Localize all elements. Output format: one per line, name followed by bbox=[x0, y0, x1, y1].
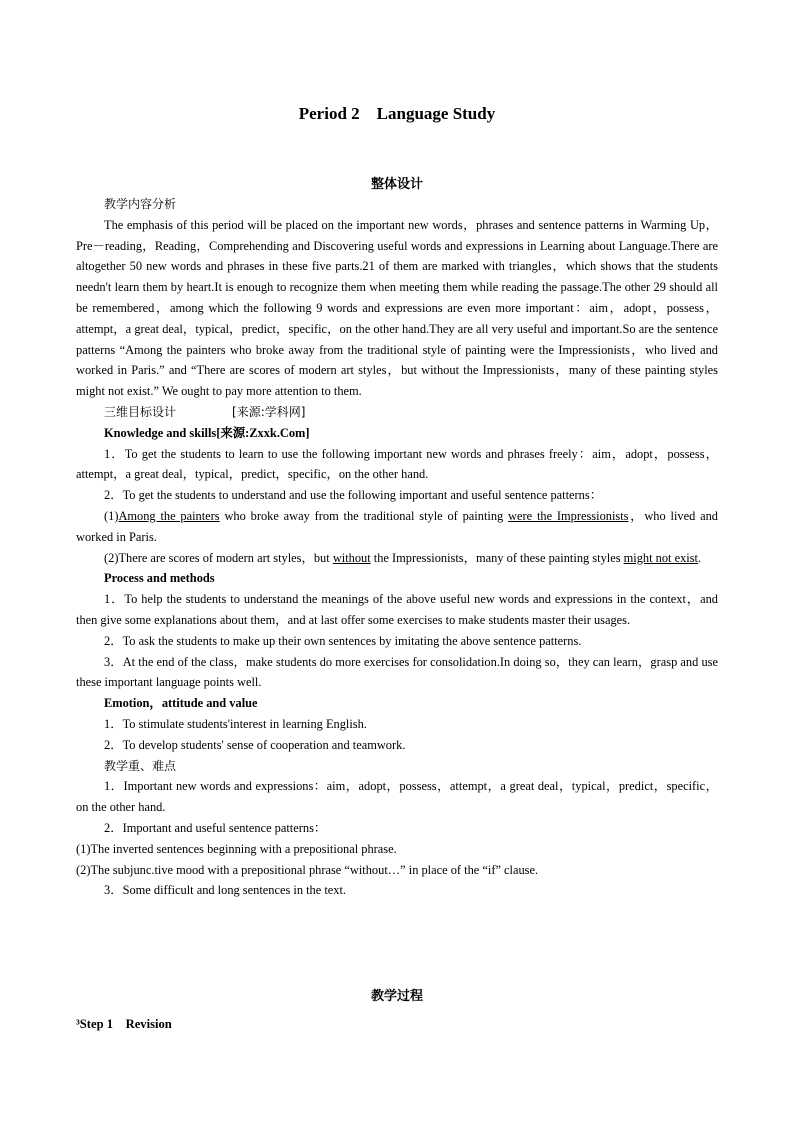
knowledge-item-1: 1．To get the students to learn to use the following important new words and phrases freely：aim，adopt，possess，attempt，a great deal，typical，predict，specific，on the other hand. bbox=[76, 446, 718, 482]
knowledge-heading: Knowledge and skills[来源:Zxxk.Com] bbox=[104, 425, 310, 440]
goals-label: 三维目标设计 bbox=[104, 404, 177, 419]
sentence-pattern-1 bbox=[76, 506, 718, 548]
sentence-pattern-2 bbox=[76, 548, 718, 569]
page-title: Period 2 Language Study bbox=[298, 104, 496, 123]
process-methods-heading: Process and methods bbox=[104, 571, 215, 586]
emotion-heading: Emotion，attitude and value bbox=[104, 696, 258, 711]
process-item-1: 1．To help the students to understand the meanings of the above useful new words and expressions in the context，and then give some explanations about them，and at last offer some exercises to make students master their usages. bbox=[76, 592, 718, 627]
key-sub-1: (1)The inverted sentences beginning with a prepositional phrase. bbox=[76, 841, 397, 856]
process-item-3: 3．At the end of the class，make students do more exercises for consolidation.In doing so，they can learn，grasp and use these important language points well. bbox=[76, 654, 718, 690]
section-heading-overall-design: 整体设计 bbox=[370, 177, 423, 192]
pattern-2-underline-a: without bbox=[332, 550, 371, 565]
analysis-paragraph: The emphasis of this period will be placed on the important new words，phrases and sentence patterns in Warming Up，Pre－reading，Reading，Comprehending and Discovering useful words and expressions in Learning about Language.There are altogether 50 new words and phrases in these five parts.21 of them are marked with triangles，which shows that the students needn't learn them by heart.It is enough to recognize them when meeting them while reading the passage.The other 29 should all be remembered，among which the following 9 words and expressions are even more important：aim，adopt，possess，attempt，a great deal，typical，predict，specific，on the other hand.They are all very useful and important.So are the sentence patterns “Among the painters who broke away from the traditional style of painting were the Impressionists，who lived and worked in Paris.” and “There are scores of modern art styles，but without the Impressionists，many of these painting styles might not exist.” We ought to pay more attention to them. bbox=[76, 217, 718, 399]
pattern-1-underline-a: Among the painters bbox=[118, 508, 220, 523]
pattern-1-middle: who broke away from the traditional style of painting bbox=[219, 508, 509, 523]
emotion-item-1: 1．To stimulate students'interest in learning English. bbox=[104, 716, 367, 731]
pattern-2-end: . bbox=[698, 550, 702, 565]
goals-source: [来源:学科网] bbox=[232, 404, 306, 419]
step-1-heading: ³Step 1 Revision bbox=[76, 1017, 172, 1031]
section-heading-process: 教学过程 bbox=[370, 989, 423, 1004]
key-item-2: 2．Important and useful sentence patterns： bbox=[104, 820, 327, 835]
section-heading-goals bbox=[76, 402, 718, 423]
knowledge-item-2: 2．To get the students to understand and use the following important and useful sentence patterns： bbox=[104, 488, 603, 503]
section-heading-key-points: 教学重、难点 bbox=[104, 758, 177, 773]
pattern-1-prefix: (1) bbox=[104, 508, 119, 523]
key-item-1: 1．Important new words and expressions：aim，adopt，possess，attempt，a great deal，typical，predict，specific，on the other hand. bbox=[76, 779, 718, 815]
body-content bbox=[76, 194, 718, 901]
pattern-2-underline-b: might not exist bbox=[623, 550, 698, 565]
pattern-2-middle: the Impressionists，many of these painting styles bbox=[370, 550, 624, 565]
key-item-3: 3．Some difficult and long sentences in the text. bbox=[104, 883, 347, 898]
process-item-2: 2．To ask the students to make up their own sentences by imitating the above sentence patterns. bbox=[104, 633, 582, 648]
key-sub-2: (2)The subjunc.tive mood with a prepositional phrase “without…” in place of the “if” clause. bbox=[76, 862, 539, 877]
pattern-1-underline-b: were the Impressionists bbox=[508, 508, 629, 523]
pattern-2-start: (2)There are scores of modern art styles，but bbox=[104, 550, 333, 565]
pattern-1-end: ，who lived and worked in Paris. bbox=[76, 508, 718, 544]
section-heading-content-analysis: 教学内容分析 bbox=[104, 197, 177, 211]
emotion-item-2: 2．To develop students' sense of cooperation and teamwork. bbox=[104, 737, 406, 752]
